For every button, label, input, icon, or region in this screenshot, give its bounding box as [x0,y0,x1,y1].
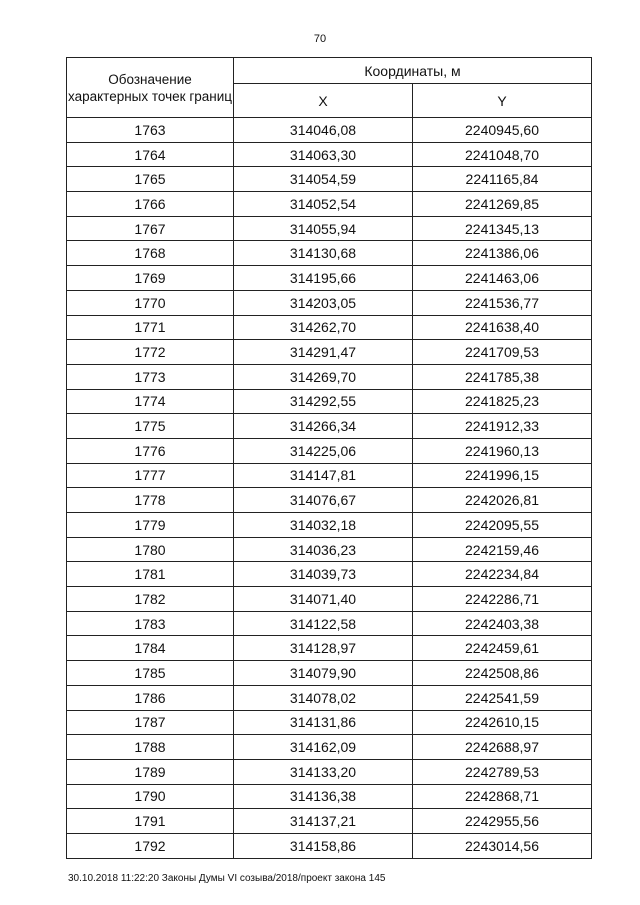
x-coordinate-cell: 314225,06 [234,438,413,463]
x-coordinate-cell: 314076,67 [234,488,413,513]
y-coordinate-cell: 2241638,40 [413,315,592,340]
table-row [67,809,592,834]
point-cell: 1790 [67,784,234,809]
x-coordinate-cell: 314052,54 [234,192,413,217]
table-row [67,118,592,143]
table-row [67,364,592,389]
footer-stamp: 30.10.2018 11:22:20 Законы Думы VI созыва/2018/проект закона 145 [68,873,386,884]
x-coordinate-cell: 314195,66 [234,266,413,291]
x-coordinate-cell: 314071,40 [234,587,413,612]
x-coordinate-cell: 314147,81 [234,463,413,488]
point-cell: 1771 [67,315,234,340]
y-coordinate-cell: 2242459,61 [413,636,592,661]
table-row [67,833,592,858]
table-row [67,661,592,686]
x-coordinate-cell: 314269,70 [234,364,413,389]
y-coordinate-cell: 2242789,53 [413,759,592,784]
y-coordinate-cell: 2242955,56 [413,809,592,834]
table-row [67,759,592,784]
point-cell: 1783 [67,611,234,636]
point-cell: 1765 [67,167,234,192]
table-row [67,710,592,735]
x-coordinate-cell: 314162,09 [234,735,413,760]
coordinates-table [66,57,592,859]
point-cell: 1792 [67,833,234,858]
table-body [67,118,592,859]
point-cell: 1780 [67,537,234,562]
table-row [67,537,592,562]
header-designation: Обозначение характерных точек границ [67,58,234,118]
y-coordinate-cell: 2241345,13 [413,216,592,241]
y-coordinate-cell: 2242234,84 [413,562,592,587]
y-coordinate-cell: 2242688,97 [413,735,592,760]
table-row [67,389,592,414]
x-coordinate-cell: 314036,23 [234,537,413,562]
table-row [67,562,592,587]
table-row [67,611,592,636]
table-row [67,340,592,365]
header-coordinates: Координаты, м [234,58,592,84]
y-coordinate-cell: 2241536,77 [413,290,592,315]
table-row [67,414,592,439]
x-coordinate-cell: 314131,86 [234,710,413,735]
point-cell: 1770 [67,290,234,315]
y-coordinate-cell: 2242403,38 [413,611,592,636]
y-coordinate-cell: 2242026,81 [413,488,592,513]
x-coordinate-cell: 314078,02 [234,685,413,710]
y-coordinate-cell: 2242286,71 [413,587,592,612]
x-coordinate-cell: 314063,30 [234,142,413,167]
point-cell: 1784 [67,636,234,661]
x-coordinate-cell: 314079,90 [234,661,413,686]
point-cell: 1764 [67,142,234,167]
table-row [67,192,592,217]
x-coordinate-cell: 314262,70 [234,315,413,340]
point-cell: 1773 [67,364,234,389]
point-cell: 1772 [67,340,234,365]
y-coordinate-cell: 2241463,06 [413,266,592,291]
table-row [67,241,592,266]
point-cell: 1791 [67,809,234,834]
x-coordinate-cell: 314130,68 [234,241,413,266]
table-row [67,685,592,710]
y-coordinate-cell: 2241785,38 [413,364,592,389]
point-cell: 1774 [67,389,234,414]
x-coordinate-cell: 314292,55 [234,389,413,414]
table-row [67,167,592,192]
x-coordinate-cell: 314039,73 [234,562,413,587]
header-x: X [234,84,413,118]
x-coordinate-cell: 314054,59 [234,167,413,192]
table-row [67,438,592,463]
table-row [67,488,592,513]
point-cell: 1788 [67,735,234,760]
y-coordinate-cell: 2241269,85 [413,192,592,217]
y-coordinate-cell: 2242159,46 [413,537,592,562]
table-row [67,735,592,760]
point-cell: 1766 [67,192,234,217]
table-row [67,290,592,315]
x-coordinate-cell: 314203,05 [234,290,413,315]
table-row [67,587,592,612]
table-row [67,463,592,488]
y-coordinate-cell: 2241912,33 [413,414,592,439]
y-coordinate-cell: 2242508,86 [413,661,592,686]
x-coordinate-cell: 314046,08 [234,118,413,143]
y-coordinate-cell: 2242095,55 [413,513,592,538]
point-cell: 1767 [67,216,234,241]
header-y: Y [413,84,592,118]
x-coordinate-cell: 314158,86 [234,833,413,858]
table-row [67,513,592,538]
table-row [67,142,592,167]
x-coordinate-cell: 314122,58 [234,611,413,636]
point-cell: 1781 [67,562,234,587]
table-row [67,266,592,291]
y-coordinate-cell: 2241960,13 [413,438,592,463]
x-coordinate-cell: 314128,97 [234,636,413,661]
table-row [67,636,592,661]
point-cell: 1769 [67,266,234,291]
point-cell: 1778 [67,488,234,513]
table-header [67,58,592,118]
x-coordinate-cell: 314266,34 [234,414,413,439]
point-cell: 1787 [67,710,234,735]
y-coordinate-cell: 2242541,59 [413,685,592,710]
y-coordinate-cell: 2240945,60 [413,118,592,143]
header-row-top [67,58,592,84]
point-cell: 1776 [67,438,234,463]
table-row [67,315,592,340]
y-coordinate-cell: 2241996,15 [413,463,592,488]
y-coordinate-cell: 2241386,06 [413,241,592,266]
y-coordinate-cell: 2241165,84 [413,167,592,192]
table-row [67,784,592,809]
point-cell: 1768 [67,241,234,266]
y-coordinate-cell: 2241048,70 [413,142,592,167]
point-cell: 1775 [67,414,234,439]
x-coordinate-cell: 314291,47 [234,340,413,365]
point-cell: 1789 [67,759,234,784]
x-coordinate-cell: 314137,21 [234,809,413,834]
point-cell: 1779 [67,513,234,538]
y-coordinate-cell: 2242868,71 [413,784,592,809]
point-cell: 1785 [67,661,234,686]
x-coordinate-cell: 314055,94 [234,216,413,241]
point-cell: 1786 [67,685,234,710]
point-cell: 1763 [67,118,234,143]
y-coordinate-cell: 2241709,53 [413,340,592,365]
x-coordinate-cell: 314032,18 [234,513,413,538]
y-coordinate-cell: 2243014,56 [413,833,592,858]
y-coordinate-cell: 2242610,15 [413,710,592,735]
table-row [67,216,592,241]
y-coordinate-cell: 2241825,23 [413,389,592,414]
x-coordinate-cell: 314136,38 [234,784,413,809]
point-cell: 1777 [67,463,234,488]
x-coordinate-cell: 314133,20 [234,759,413,784]
page-number: 70 [313,33,327,45]
point-cell: 1782 [67,587,234,612]
